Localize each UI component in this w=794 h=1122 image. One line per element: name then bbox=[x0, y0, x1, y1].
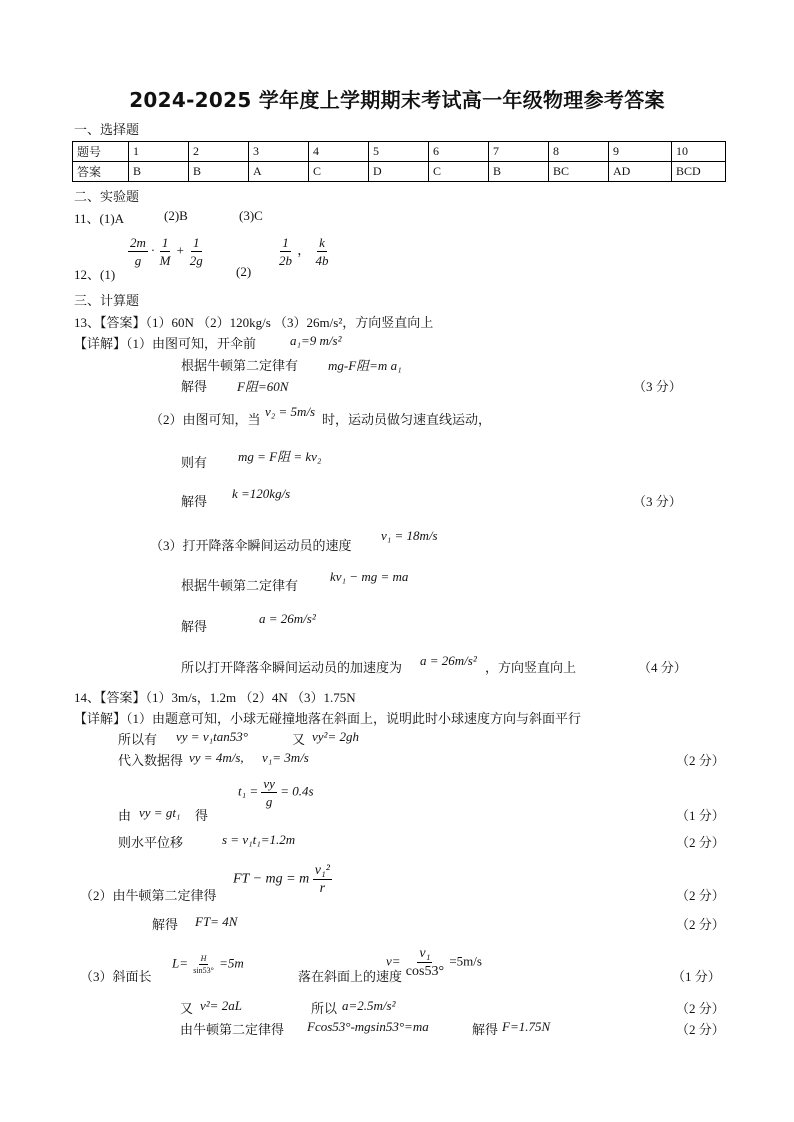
q13-a1: a₁=9 m/s² bbox=[290, 333, 342, 348]
q14-line2-eq: vy = 4m/s, bbox=[189, 750, 244, 765]
q14-line8-eq2: a=2.5m/s² bbox=[342, 998, 396, 1013]
numerator: 2m bbox=[130, 235, 146, 250]
rhs: =5m bbox=[219, 955, 244, 971]
q14-line9-a: 由牛顿第二定律得 bbox=[180, 1022, 285, 1037]
q11-part3: (3)C bbox=[239, 208, 263, 223]
table-cell: B bbox=[189, 162, 249, 182]
q14-line1-a: 所以有 bbox=[118, 732, 158, 747]
fraction bbox=[404, 945, 446, 980]
q14-line6-eq: FT= 4N bbox=[195, 914, 238, 929]
q14-line8-a: 又 bbox=[180, 1001, 194, 1016]
q14-line8-b: 所以 bbox=[311, 1001, 338, 1016]
denominator: M bbox=[159, 253, 171, 268]
q14-line9-b: 解得 bbox=[472, 1022, 499, 1037]
section-experiment: 二、实验题 bbox=[74, 189, 140, 204]
q14-line5-a: （2）由牛顿第二定律得 bbox=[80, 888, 217, 903]
q14-answer: 14、【答案】（1）3m/s，1.2m （2）4N （3）1.75N bbox=[74, 690, 356, 705]
q13-line4-eq: v₂ = 5m/s bbox=[265, 404, 316, 419]
q14-line8-eq: v²= 2aL bbox=[200, 998, 242, 1013]
q13-line10-b: ，方向竖直向上 bbox=[485, 660, 577, 675]
denominator: cos53° bbox=[405, 964, 445, 979]
q14-line2-a: 代入数据得 bbox=[118, 753, 184, 768]
denominator: 2b bbox=[279, 253, 292, 268]
table-cell: A bbox=[249, 162, 309, 182]
numerator: 1 bbox=[161, 235, 169, 250]
table-cell: 8 bbox=[549, 142, 609, 162]
rhs: = 0.4s bbox=[280, 783, 314, 799]
denominator: g bbox=[134, 253, 142, 268]
table-cell: C bbox=[309, 162, 369, 182]
q13-line2-text: 根据牛顿第二定律有 bbox=[181, 358, 299, 373]
score: （2 分） bbox=[676, 753, 725, 768]
q13-line10-eq: a = 26m/s² bbox=[420, 653, 477, 668]
table-cell: 1 bbox=[129, 142, 189, 162]
fraction bbox=[128, 234, 148, 269]
q14-line9-eq2: F=1.75N bbox=[502, 1019, 551, 1034]
fraction bbox=[191, 953, 216, 976]
score: （2 分） bbox=[676, 917, 725, 932]
q14-detail: 【详解】（1）由题意可知，小球无碰撞地落在斜面上，说明此时小球速度方向与斜面平行 bbox=[74, 711, 582, 726]
numerator: 1 bbox=[282, 235, 289, 250]
table-cell: AD bbox=[609, 162, 672, 182]
table-cell: 题号 bbox=[73, 142, 129, 162]
lhs: FT − mg = m bbox=[233, 871, 310, 887]
q14-line6-a: 解得 bbox=[152, 917, 179, 932]
score: （3 分） bbox=[633, 379, 682, 394]
q12-part2-label: (2) bbox=[236, 264, 252, 279]
q13-line2-eq: mg-F阻=m a₁ bbox=[328, 358, 402, 373]
page-title: 2024-2025 学年度上学期期末考试高一年级物理参考答案 bbox=[129, 88, 665, 112]
q13-line9-text: 解得 bbox=[181, 619, 208, 634]
table-cell: B bbox=[129, 162, 189, 182]
q14-line1-eq: vy = v₁tan53° bbox=[176, 729, 248, 744]
fraction bbox=[188, 234, 205, 269]
answer-table bbox=[72, 141, 726, 182]
fraction bbox=[277, 234, 294, 269]
q14-line3-eq: vy = gt₁ bbox=[139, 805, 181, 820]
fraction bbox=[261, 775, 277, 810]
score: （2 分） bbox=[676, 835, 725, 850]
table-cell: 9 bbox=[609, 142, 672, 162]
score: （2 分） bbox=[676, 888, 725, 903]
q13-line4-b: 时，运动员做匀速直线运动， bbox=[322, 412, 492, 427]
numerator: v₁² bbox=[314, 863, 330, 878]
score: （2 分） bbox=[676, 1022, 725, 1037]
q14-line4-eq: s = v₁t₁=1.2m bbox=[222, 832, 296, 847]
table-row bbox=[73, 162, 726, 182]
fraction bbox=[314, 234, 331, 269]
q13-line3-eq: F阻=60N bbox=[237, 379, 289, 394]
q13-line6-eq: k =120kg/s bbox=[232, 486, 291, 501]
q13-line7-eq: v₁ = 18m/s bbox=[381, 528, 438, 543]
table-cell: 2 bbox=[189, 142, 249, 162]
q13-line3-text: 解得 bbox=[181, 379, 208, 394]
numerator: 1 bbox=[193, 235, 200, 250]
q14-line1-eq2: vy²= 2gh bbox=[312, 729, 359, 744]
table-cell: 6 bbox=[429, 142, 489, 162]
denominator: sin53° bbox=[193, 966, 214, 975]
lhs: v= bbox=[386, 953, 401, 969]
comma: ， bbox=[297, 242, 311, 258]
table-cell: B bbox=[489, 162, 549, 182]
q13-line5-text: 则有 bbox=[181, 455, 208, 470]
denominator: 2g bbox=[189, 253, 203, 268]
score: （3 分） bbox=[633, 494, 682, 509]
q14-line7-eq bbox=[172, 953, 244, 976]
section-choice: 一、选择题 bbox=[74, 122, 140, 137]
q14-line3-a: 由 bbox=[118, 808, 132, 823]
table-cell: BCD bbox=[672, 162, 726, 182]
q14-line2-eq2: v₁= 3m/s bbox=[262, 750, 309, 765]
score: （2 分） bbox=[676, 1001, 725, 1016]
fraction bbox=[313, 862, 332, 897]
numerator: H bbox=[200, 954, 207, 963]
table-cell: 10 bbox=[672, 142, 726, 162]
q11-part1: 11、(1)A bbox=[74, 211, 125, 226]
numerator: vy bbox=[263, 776, 275, 791]
plus-operator: + bbox=[175, 242, 185, 258]
q14-line9-eq: Fcos53°-mgsin53°=ma bbox=[307, 1019, 429, 1034]
q13-line10-a: 所以打开降落伞瞬间运动员的加速度为 bbox=[181, 660, 403, 675]
table-cell: 答案 bbox=[73, 162, 129, 182]
denominator: 4b bbox=[315, 253, 329, 268]
q14-line5-equation bbox=[233, 862, 332, 897]
section-calculation: 三、计算题 bbox=[74, 293, 140, 308]
q12-expression-2 bbox=[277, 234, 331, 269]
score: （1 分） bbox=[676, 808, 725, 823]
q14-line1-b: 又 bbox=[292, 732, 306, 747]
rhs: =5m/s bbox=[449, 953, 482, 969]
q12-label: 12、(1) bbox=[74, 267, 116, 282]
q14-t1-equation bbox=[238, 775, 314, 810]
score: （4 分） bbox=[638, 660, 687, 675]
table-cell: BC bbox=[549, 162, 609, 182]
dot-operator: · bbox=[151, 242, 155, 258]
score: （1 分） bbox=[672, 969, 721, 984]
q13-answer: 13、【答案】（1）60N （2）120kg/s （3）26m/s²，方向竖直向上 bbox=[74, 315, 434, 330]
q13-detail-line1: 【详解】（1）由图可知，开伞前 bbox=[74, 336, 257, 351]
q13-line8-text: 根据牛顿第二定律有 bbox=[181, 578, 299, 593]
q14-line4-a: 则水平位移 bbox=[118, 835, 184, 850]
denominator: r bbox=[319, 881, 326, 896]
q14-line7-a: （3）斜面长 bbox=[80, 969, 152, 984]
numerator: v₁ bbox=[419, 946, 431, 961]
table-cell: 5 bbox=[369, 142, 429, 162]
lhs: t₁ = bbox=[238, 783, 259, 799]
numerator: k bbox=[319, 235, 325, 250]
q13-line7-text: （3）打开降落伞瞬间运动员的速度 bbox=[150, 538, 352, 553]
q11-part2: (2)B bbox=[164, 208, 188, 223]
table-cell: D bbox=[369, 162, 429, 182]
denominator: g bbox=[265, 794, 273, 809]
table-cell: C bbox=[429, 162, 489, 182]
table-cell: 4 bbox=[309, 142, 369, 162]
lhs: L= bbox=[172, 955, 189, 971]
fraction bbox=[158, 234, 173, 269]
q14-line7-b: 落在斜面上的速度 bbox=[298, 969, 403, 984]
q12-expression-1 bbox=[128, 234, 205, 269]
table-cell: 3 bbox=[249, 142, 309, 162]
q13-line5-eq: mg = F阻 = kv₂ bbox=[238, 449, 322, 464]
q13-line6-text: 解得 bbox=[181, 494, 208, 509]
table-row bbox=[73, 142, 726, 162]
q13-line9-eq: a = 26m/s² bbox=[259, 611, 316, 626]
q14-line3-b: 得 bbox=[195, 808, 209, 823]
q14-line7-velocity bbox=[386, 945, 482, 980]
q13-line8-eq: kv₁ − mg = ma bbox=[330, 569, 409, 584]
table-cell: 7 bbox=[489, 142, 549, 162]
q13-line4-a: （2）由图可知，当 bbox=[150, 412, 261, 427]
